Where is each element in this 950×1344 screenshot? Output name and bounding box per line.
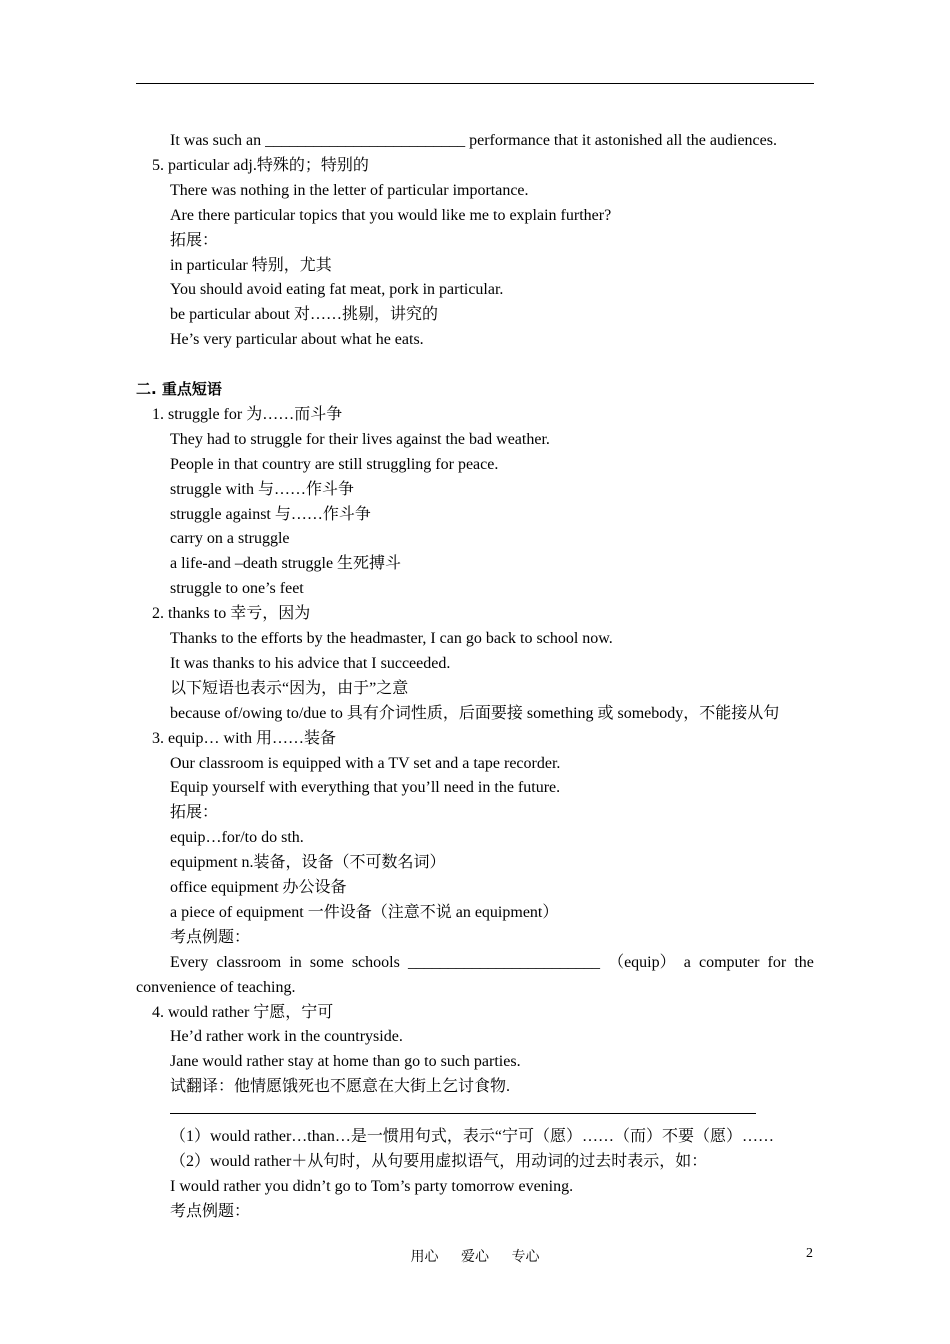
footer-item-1: 用心 <box>410 1249 439 1265</box>
word: （equip） <box>608 953 676 971</box>
footer-item-3: 专心 <box>511 1249 540 1265</box>
text-line: （1）would rather…than…是一惯用句式，表示“宁可（愿）……（而）不要（愿）…… <box>170 1128 774 1145</box>
text-line: 试翻译：他情愿饿死也不愿意在大街上乞讨食物. <box>170 1078 511 1096</box>
text-line: Our classroom is equipped with a TV set and a tape recorder. <box>170 754 561 772</box>
word: computer <box>698 953 760 971</box>
text-line: office equipment 办公设备 <box>170 879 347 896</box>
page-number: 2 <box>806 1246 813 1261</box>
continuation-line: convenience of teaching. <box>136 978 296 996</box>
text-line: I would rather you didn’t go to Tom’s party tomorrow evening. <box>170 1177 574 1195</box>
word: for <box>767 953 787 971</box>
text-line: Thanks to the efforts by the headmaster, I can go back to school now. <box>170 630 613 647</box>
numbered-item: 1. struggle for 为……而斗争 <box>152 405 343 423</box>
text-line: struggle against 与……作斗争 <box>170 505 371 523</box>
text-line: People in that country are still struggling for peace. <box>170 455 499 473</box>
word: a <box>683 953 691 971</box>
text-line: Equip yourself with everything that you’ll need in the future. <box>170 779 561 797</box>
text-line: struggle with 与……作斗争 <box>170 480 354 498</box>
text-line: They had to struggle for their lives against the bad weather. <box>170 430 550 448</box>
text-line: It was such an _________________________ performance that it astonished all the audiences. <box>170 132 777 149</box>
text-line: He’d rather work in the countryside. <box>170 1028 403 1046</box>
text-line: It was thanks to his advice that I succeeded. <box>170 654 451 672</box>
text-line: 以下短语也表示“因为，由于”之意 <box>170 679 409 697</box>
answer-line <box>170 1113 756 1114</box>
text-line: 拓展： <box>170 804 219 822</box>
justified-exercise-line <box>170 950 814 975</box>
header-rule <box>136 83 814 84</box>
word: classroom <box>216 953 282 971</box>
text-line: There was nothing in the letter of particular importance. <box>170 181 529 199</box>
text-line: 考点例题： <box>170 1202 251 1220</box>
numbered-item: 3. equip… with 用……装备 <box>152 729 336 747</box>
word: in <box>289 953 302 971</box>
word: Every <box>170 953 209 971</box>
word: the <box>794 953 814 971</box>
text-line: because of/owing to/due to 具有介词性质，后面要接 something 或 somebody，不能接从句 <box>170 704 780 722</box>
text-line: carry on a struggle <box>170 530 290 548</box>
numbered-item: 2. thanks to 幸亏，因为 <box>152 605 311 623</box>
text-line: struggle to one’s feet <box>170 580 304 598</box>
section-heading: 二. 重点短语 <box>136 380 222 398</box>
text-line: in particular 特别，尤其 <box>170 256 332 274</box>
word: some <box>309 953 344 971</box>
footer-item-2: 爱心 <box>461 1249 489 1265</box>
text-line: Jane would rather stay at home than go to such parties. <box>170 1053 521 1071</box>
text-line: 考点例题： <box>170 928 251 946</box>
text-line: Are there particular topics that you would like me to explain further? <box>170 206 612 224</box>
text-line: You should avoid eating fat meat, pork in particular. <box>170 281 504 299</box>
text-line: a piece of equipment 一件设备（注意不说 an equipment） <box>170 903 559 921</box>
text-line: equipment n.装备，设备（不可数名词） <box>170 854 446 872</box>
text-line: equip…for/to do sth. <box>170 829 304 847</box>
text-line: 拓展： <box>170 231 219 249</box>
text-line: He’s very particular about what he eats. <box>170 331 424 349</box>
word: ________________________ <box>407 953 600 971</box>
text-line: （2）would rather＋从句时，从句要用虚拟语气，用动词的过去时表示，如： <box>170 1152 708 1170</box>
text-line: a life-and –death struggle 生死搏斗 <box>170 555 402 573</box>
numbered-item: 4. would rather 宁愿，宁可 <box>152 1003 334 1021</box>
numbered-item: 5. particular adj.特殊的；特别的 <box>152 156 369 174</box>
text-line: be particular about 对……挑剔，讲究的 <box>170 306 438 324</box>
word: schools <box>351 953 400 971</box>
